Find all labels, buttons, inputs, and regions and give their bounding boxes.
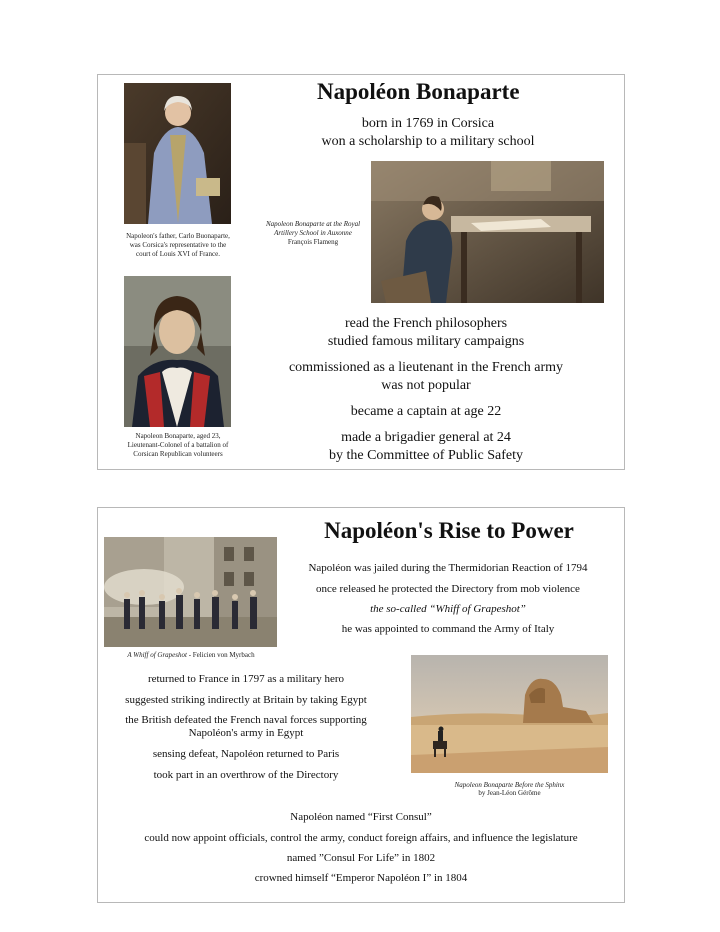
middle-line: Napoléon's army in Egypt [188, 727, 304, 739]
top-line: Napoléon was jailed during the Thermidorian Reaction of 1794 [308, 562, 588, 574]
slide-title: Napoléon Bonaparte [317, 79, 520, 104]
slide-rise-to-power [97, 507, 625, 903]
grapeshot-caption-artist: - Felicien von Myrbach [186, 651, 255, 659]
top-line: the so-called “Whiff of Grapeshot” [370, 603, 526, 615]
napoleon-before-sphinx-painting [411, 655, 608, 773]
school-caption [253, 220, 373, 238]
carlo-buonaparte-painting [124, 83, 231, 224]
middle-line: sensing defeat, Napoléon returned to Paris [152, 748, 340, 760]
sphinx-caption: Napoleon Bonaparte Before the Sphinx [454, 781, 565, 789]
middle-line: suggested striking indirectly at Britain by taking Egypt [125, 694, 367, 706]
fact-line: commissioned as a lieutenant in the French army [288, 360, 564, 375]
sphinx-artist: by Jean-Léon Gérôme [478, 789, 541, 797]
intro-line-2: won a scholarship to a military school [321, 134, 535, 149]
top-line: he was appointed to command the Army of Italy [341, 623, 555, 635]
grapeshot-caption [98, 651, 284, 660]
slide-napoleon-bonaparte [97, 74, 625, 470]
middle-line: the British defeated the French naval forces supporting [125, 714, 367, 726]
bottom-line: could now appoint officials, control the army, conduct foreign affairs, and influence the legislature [144, 832, 578, 844]
father-caption-line: court of Louis XVI of France. [136, 250, 220, 258]
school-artist: François Flameng [287, 238, 339, 246]
artillery-school-painting [371, 161, 604, 303]
fact-line: studied famous military campaigns [327, 334, 525, 349]
school-caption-line: Napoleon Bonaparte at the Royal [265, 220, 361, 228]
portrait-caption-line: Lieutenant-Colonel of a battalion of [127, 441, 229, 449]
middle-line: returned to France in 1797 as a military hero [147, 673, 345, 685]
fact-line: by the Committee of Public Safety [328, 448, 524, 463]
father-caption-line: Napoleon's father, Carlo Buonaparte, [126, 232, 230, 240]
napoleon-aged-23-portrait [124, 276, 231, 427]
fact-line: made a brigadier general at 24 [341, 430, 511, 445]
bottom-line: Napoléon named “First Consul” [290, 811, 432, 823]
portrait-caption-line: Corsican Republican volunteers [133, 450, 223, 458]
father-caption [108, 232, 248, 259]
middle-line: took part in an overthrow of the Directory [153, 769, 339, 781]
fact-line: became a captain at age 22 [350, 404, 502, 419]
fact-line: was not popular [381, 378, 471, 393]
school-caption-line: Artillery School in Auxonne [274, 229, 352, 237]
grapeshot-caption-title: A Whiff of Grapeshot [127, 651, 187, 659]
bottom-line: named ”Consul For Life” in 1802 [286, 852, 436, 864]
whiff-of-grapeshot-painting [104, 537, 277, 647]
portrait-caption [108, 432, 248, 459]
slide-title: Napoléon's Rise to Power [324, 518, 574, 543]
fact-line: read the French philosophers [344, 316, 508, 331]
top-line: once released he protected the Directory from mob violence [316, 583, 580, 595]
father-caption-line: was Corsica's representative to the [129, 241, 227, 249]
portrait-caption-line: Napoleon Bonaparte, aged 23, [135, 432, 221, 440]
bottom-line: crowned himself “Emperor Napoléon I” in 1804 [254, 872, 468, 884]
intro-line-1: born in 1769 in Corsica [361, 116, 495, 131]
